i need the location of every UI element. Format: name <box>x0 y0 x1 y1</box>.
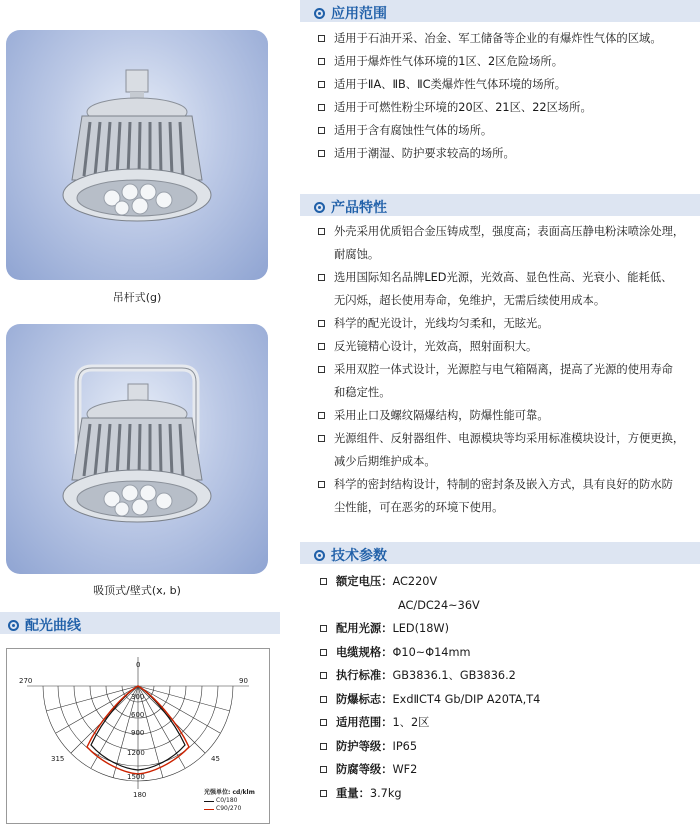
feature-item-continuation: 尘性能，可在恶劣的环境下使用。 <box>334 501 504 514</box>
angle-label-180: 180 <box>133 791 147 799</box>
square-bullet-icon <box>318 274 325 281</box>
feature-item: 采用止口及螺纹隔爆结构，防爆性能可靠。 <box>318 404 684 427</box>
feature-item-continuation: 无闪烁，超长使用寿命，免维护，无需后续使用成本。 <box>334 294 606 307</box>
application-list <box>318 27 662 165</box>
square-bullet-icon <box>320 790 327 797</box>
spec-label: 配用光源： <box>336 622 393 635</box>
spec-label: 电缆规格： <box>336 645 393 659</box>
spec-row <box>320 617 540 641</box>
spec-value: Φ10~Φ14mm <box>392 645 471 659</box>
application-item: 适用于可燃性粉尘环境的20区、21区、22区场所。 <box>318 96 662 119</box>
application-item: 适用于爆炸性气体环境的1区、2区危险场所。 <box>318 50 662 73</box>
legend-line-black <box>204 801 214 802</box>
square-bullet-icon <box>318 343 325 350</box>
polar-diagram <box>6 648 270 824</box>
square-bullet-icon <box>318 412 325 419</box>
specs-section-title <box>314 545 387 565</box>
ring-label-900: 900 <box>131 729 145 737</box>
feature-item-continuation: 和稳定性。 <box>334 386 391 399</box>
section-bullet-icon <box>314 202 325 213</box>
feature-item: 科学的密封结构设计，特制的密封条及嵌入方式，具有良好的防水防 <box>318 473 684 496</box>
spec-value: 3.7kg <box>369 786 402 800</box>
curve-legend <box>204 789 255 813</box>
spec-value: WF2 <box>392 763 418 776</box>
spec-value-continuation: AC/DC24~36V <box>398 598 480 612</box>
legend-unit: 光强单位: cd/klm <box>204 789 255 796</box>
application-item: 适用于潮湿、防护要求较高的场所。 <box>318 142 662 165</box>
spec-row <box>320 688 540 712</box>
legend-line-red <box>204 809 214 810</box>
square-bullet-icon <box>318 127 325 134</box>
feature-item: 反光镜精心设计，光效高，照射面积大。 <box>318 335 684 358</box>
square-bullet-icon <box>320 766 327 773</box>
application-item: 适用于ⅡA、ⅡB、ⅡC类爆炸性气体环境的场所。 <box>318 73 662 96</box>
spec-label: 执行标准： <box>336 669 393 682</box>
spec-label: 防腐等级： <box>336 763 393 776</box>
spec-row <box>320 782 540 806</box>
spec-label: 防护等级： <box>336 739 393 753</box>
feature-item: 外壳采用优质铝合金压铸成型，强度高；表面高压静电粉沫喷涂处理， <box>318 220 684 243</box>
square-bullet-icon <box>320 625 327 632</box>
ring-label-1200: 1200 <box>127 749 145 757</box>
features-list <box>318 220 684 519</box>
spec-label: 重量： <box>336 786 370 800</box>
square-bullet-icon <box>318 435 325 442</box>
specs-title-text: 技术参数 <box>331 548 387 564</box>
ring-label-1500: 1500 <box>127 773 145 781</box>
spec-label: 额定电压： <box>336 575 393 588</box>
curve-title-text: 配光曲线 <box>25 618 81 634</box>
square-bullet-icon <box>318 81 325 88</box>
spec-row <box>320 570 540 594</box>
feature-item-continuation: 耐腐蚀。 <box>334 248 380 261</box>
legend-c0: C0/180 <box>216 797 238 804</box>
section-bullet-icon <box>314 550 325 561</box>
spec-value: LED(18W) <box>392 622 449 635</box>
pendant-lamp-image <box>6 30 268 280</box>
product-caption-ceiling: 吸顶式/壁式(x, b) <box>93 584 181 597</box>
spec-row <box>320 664 540 688</box>
application-section-title <box>314 3 387 23</box>
section-bullet-icon <box>8 620 19 631</box>
square-bullet-icon <box>318 58 325 65</box>
square-bullet-icon <box>320 719 327 726</box>
square-bullet-icon <box>320 743 327 750</box>
section-bullet-icon <box>314 8 325 19</box>
ring-label-300: 300 <box>131 693 145 701</box>
spec-row <box>320 758 540 782</box>
application-item: 适用于含有腐蚀性气体的场所。 <box>318 119 662 142</box>
application-title-text: 应用范围 <box>331 6 387 22</box>
square-bullet-icon <box>318 150 325 157</box>
spec-row <box>320 735 540 759</box>
features-section-title <box>314 197 387 217</box>
product-photo-pendant <box>6 30 268 280</box>
angle-label-315: 315 <box>51 755 65 763</box>
angle-label-45: 45 <box>211 755 220 763</box>
feature-item-continuation: 减少后期维护成本。 <box>334 455 436 468</box>
ring-label-600: 600 <box>131 711 145 719</box>
square-bullet-icon <box>318 35 325 42</box>
square-bullet-icon <box>320 696 327 703</box>
square-bullet-icon <box>318 366 325 373</box>
product-caption-pendant: 吊杆式(g) <box>112 291 162 304</box>
square-bullet-icon <box>318 320 325 327</box>
spec-value: IP65 <box>392 739 418 753</box>
specs-list <box>320 570 540 805</box>
square-bullet-icon <box>318 104 325 111</box>
spec-value: AC220V <box>392 575 438 588</box>
curve-section-title <box>8 615 81 635</box>
feature-item: 光源组件、反射器组件、电源模块等均采用标准模块设计，方便更换， <box>318 427 684 450</box>
spec-value: ExdⅡCT4 Gb/DIP A20TA,T4 <box>392 692 541 706</box>
square-bullet-icon <box>320 672 327 679</box>
square-bullet-icon <box>318 481 325 488</box>
square-bullet-icon <box>320 578 327 585</box>
spec-row <box>320 711 540 735</box>
spec-value: GB3836.1、GB3836.2 <box>392 669 516 682</box>
square-bullet-icon <box>320 649 327 656</box>
spec-label: 适用范围： <box>336 716 393 729</box>
features-title-text: 产品特性 <box>331 200 387 216</box>
spec-row <box>320 641 540 665</box>
ceiling-lamp-image <box>6 324 268 574</box>
angle-label-90: 90 <box>239 677 248 685</box>
product-photo-ceiling <box>6 324 268 574</box>
legend-c90: C90/270 <box>216 805 242 812</box>
square-bullet-icon <box>318 228 325 235</box>
angle-label-0: 0 <box>136 661 141 669</box>
feature-item: 采用双腔一体式设计，光源腔与电气箱隔离，提高了光源的使用寿命 <box>318 358 684 381</box>
spec-value: 1、2区 <box>392 716 430 729</box>
application-item: 适用于石油开采、冶金、军工储备等企业的有爆炸性气体的区域。 <box>318 27 662 50</box>
angle-label-270: 270 <box>19 677 33 685</box>
spec-label: 防爆标志： <box>336 692 393 706</box>
feature-item: 选用国际知名品牌LED光源，光效高、显色性高、光衰小、能耗低、 <box>318 266 684 289</box>
feature-item: 科学的配光设计，光线均匀柔和，无眩光。 <box>318 312 684 335</box>
